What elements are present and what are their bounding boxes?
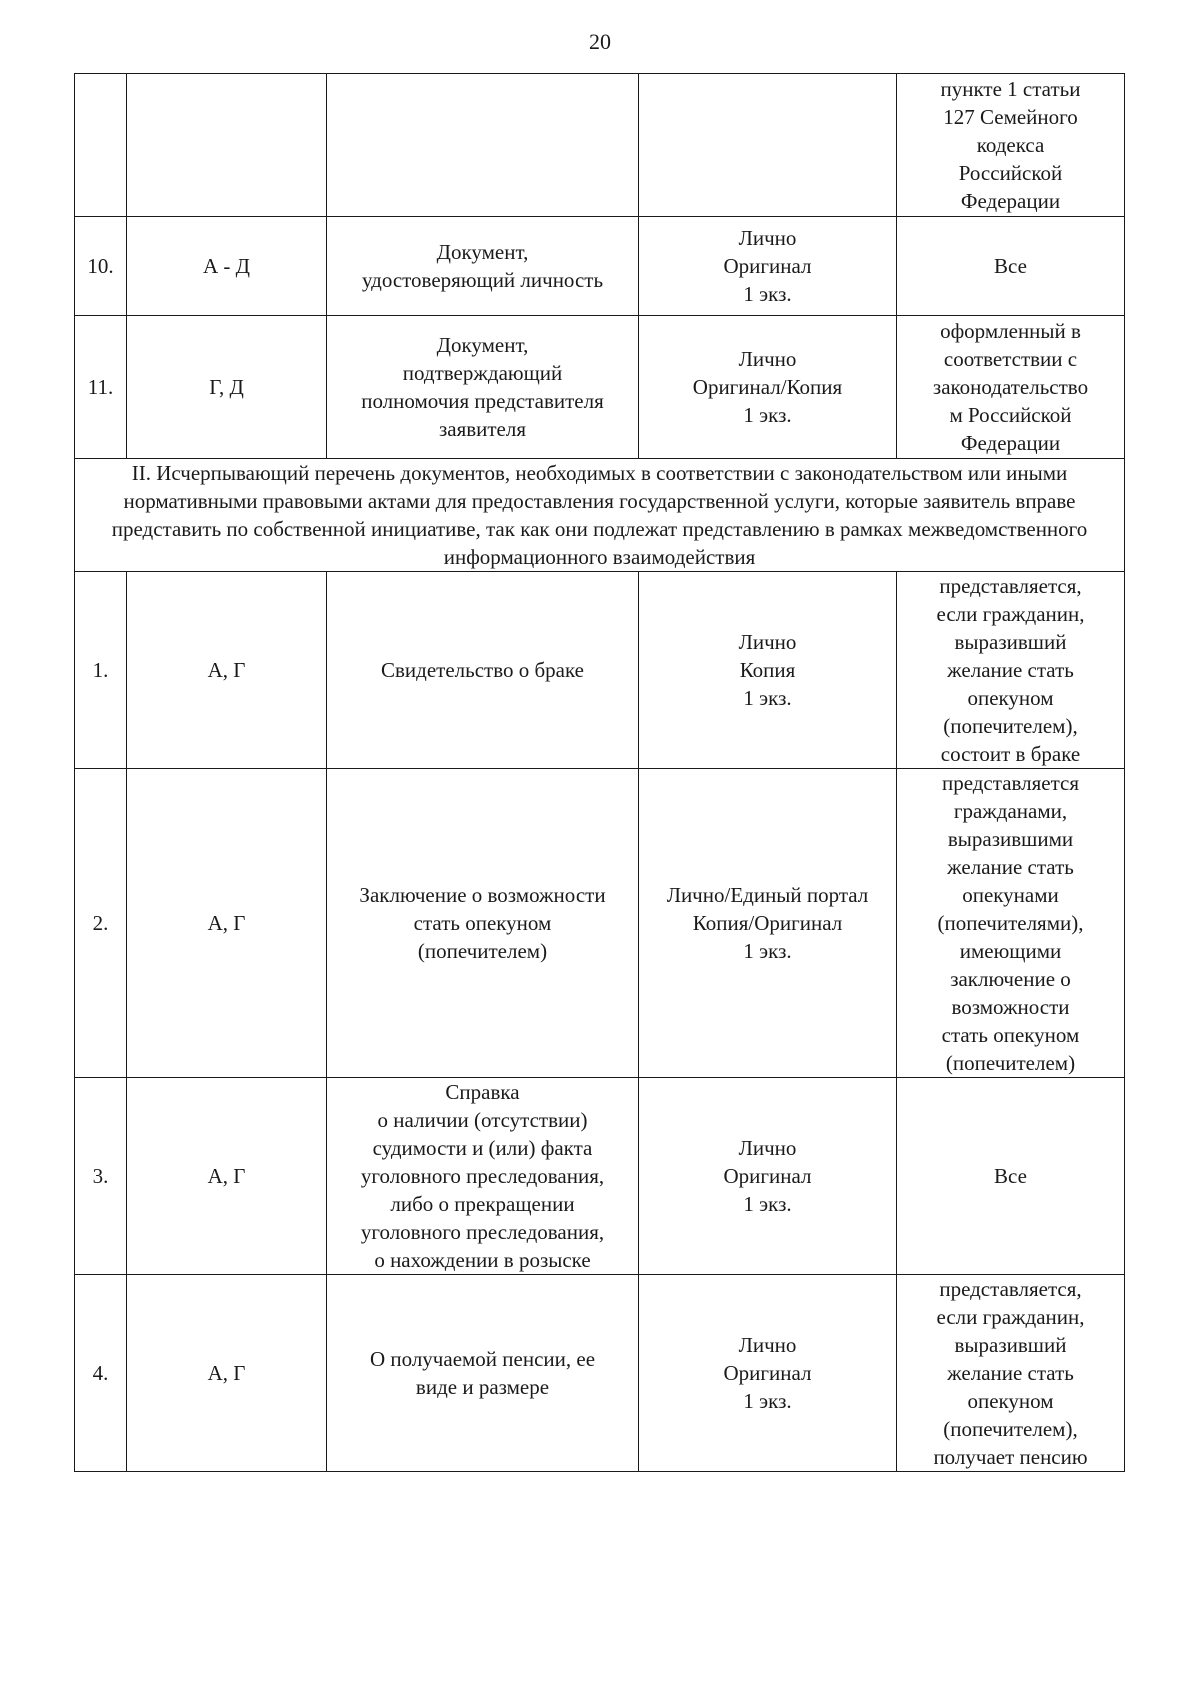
note-cell: Все	[897, 217, 1125, 316]
document-name-cell: Заключение о возможности стать опекуном (попечителем)	[327, 769, 639, 1078]
note-cell: представляется гражданами, выразившими желание стать опекунами (попечителями), имеющими заключение о возможности стать опекуном (попечителем)	[897, 769, 1125, 1078]
table-row	[75, 217, 1125, 316]
submission-method-cell: Лично/Единый портал Копия/Оригинал 1 экз.	[639, 769, 897, 1078]
document-name-cell: Документ, удостоверяющий личность	[327, 217, 639, 316]
row-number-cell	[75, 74, 127, 217]
note-cell: пункте 1 статьи 127 Семейного кодекса Российской Федерации	[897, 74, 1125, 217]
table-row	[75, 572, 1125, 769]
table-row	[75, 769, 1125, 1078]
table-row	[75, 74, 1125, 217]
submission-method-cell	[639, 74, 897, 217]
document-name-cell: О получаемой пенсии, ее виде и размере	[327, 1275, 639, 1472]
applicant-category-cell: А - Д	[127, 217, 327, 316]
section-2-header: II. Исчерпывающий перечень документов, необходимых в соответствии с законодательством или иными нормативными правовыми актами для предоставления государственной услуги, которые заявитель вправе представить по собственной инициативе, так как они подлежат представлению в рамках межведомственного информационного взаимодействия	[75, 459, 1125, 572]
page-number: 20	[589, 29, 611, 54]
applicant-category-cell: Г, Д	[127, 316, 327, 459]
applicant-category-cell: А, Г	[127, 572, 327, 769]
row-number-cell: 11.	[75, 316, 127, 459]
note-cell: Все	[897, 1078, 1125, 1275]
section-header-row	[75, 459, 1125, 572]
row-number-cell: 2.	[75, 769, 127, 1078]
row-number-cell: 1.	[75, 572, 127, 769]
note-cell: представляется, если гражданин, выразивший желание стать опекуном (попечителем), получает пенсию	[897, 1275, 1125, 1472]
applicant-category-cell: А, Г	[127, 769, 327, 1078]
note-cell: оформленный в соответствии с законодательство м Российской Федерации	[897, 316, 1125, 459]
row-number-cell: 10.	[75, 217, 127, 316]
applicant-category-cell: А, Г	[127, 1078, 327, 1275]
table-row	[75, 1078, 1125, 1275]
note-cell: представляется, если гражданин, выразивший желание стать опекуном (попечителем), состоит в браке	[897, 572, 1125, 769]
document-name-cell: Свидетельство о браке	[327, 572, 639, 769]
row-number-cell: 4.	[75, 1275, 127, 1472]
document-name-cell	[327, 74, 639, 217]
table-row	[75, 1275, 1125, 1472]
row-number-cell: 3.	[75, 1078, 127, 1275]
document-name-cell: Справка о наличии (отсутствии) судимости и (или) факта уголовного преследования, либо о прекращении уголовного преследования, о нахождении в розыске	[327, 1078, 639, 1275]
applicant-category-cell: А, Г	[127, 1275, 327, 1472]
submission-method-cell: Лично Оригинал 1 экз.	[639, 1275, 897, 1472]
document-name-cell: Документ, подтверждающий полномочия представителя заявителя	[327, 316, 639, 459]
applicant-category-cell	[127, 74, 327, 217]
table-row	[75, 316, 1125, 459]
submission-method-cell: Лично Оригинал 1 экз.	[639, 1078, 897, 1275]
documents-table	[74, 73, 1125, 1472]
submission-method-cell: Лично Оригинал/Копия 1 экз.	[639, 316, 897, 459]
submission-method-cell: Лично Копия 1 экз.	[639, 572, 897, 769]
submission-method-cell: Лично Оригинал 1 экз.	[639, 217, 897, 316]
